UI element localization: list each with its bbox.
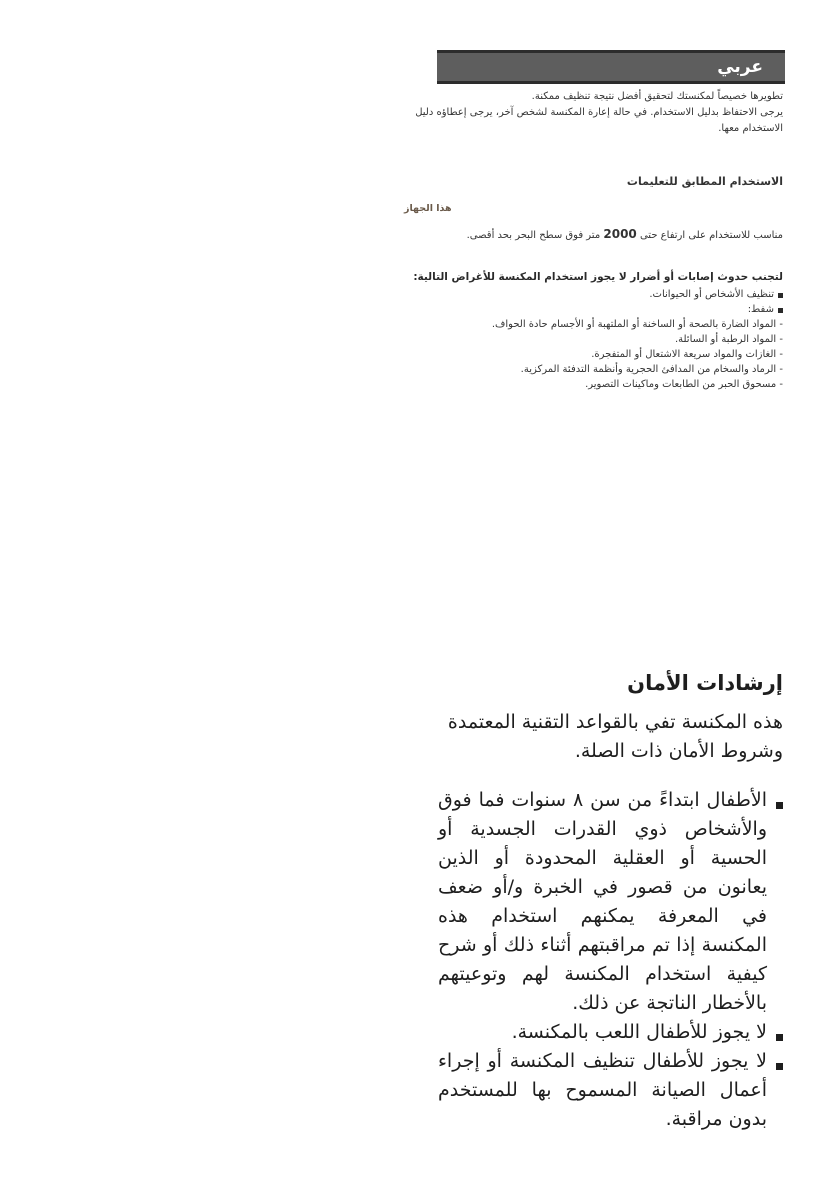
intended-use-heading: الاستخدام المطابق للتعليمات: [626, 175, 783, 188]
sub-list-item: [383, 332, 783, 347]
sub-list-item: [383, 377, 783, 392]
sub-list-item-text: - الرماد والسخام من المدافئ الحجرية وأنظمة التدفئة المركزية.: [520, 364, 783, 375]
list-item: [438, 1047, 783, 1134]
intro-paragraph: [383, 89, 783, 137]
list-item-text: لا يجوز للأطفال اللعب بالمكنسة.: [511, 1021, 767, 1043]
safety-intro: هذه المكنسة تفي بالقواعد التقنية المعتمدة وشروط الأمان ذات الصلة.: [447, 711, 783, 762]
square-bullet-icon: [778, 308, 783, 313]
device-label: هذا الجهاز: [404, 203, 452, 214]
language-label: عربي: [717, 57, 763, 77]
safety-list: [438, 786, 783, 1134]
square-bullet-icon: [776, 802, 783, 809]
altitude-suffix: متر فوق سطح البحر بحد أقصى.: [466, 230, 601, 241]
list-item: [438, 1018, 783, 1047]
sub-list-item-text: - مسحوق الحبر من الطابعات وماكينات التصوير.: [585, 379, 783, 390]
list-item-text: الأطفال ابتداءً من سن ٨ سنوات فما فوق والأشخاص ذوي القدرات الجسدية أو الحسية أو العقلية المحدودة أو الذين يعانون من قصور في الخبرة و/أو ضعف في المعرفة يمكنهم استخدام هذه المكنسة إذا تم مراقبتهم أثناء ذلك أو شرح كيفية استخدام المكنسة لهم وتوعيتهم بالأخطار الناتجة عن ذلك.: [438, 789, 767, 1014]
sub-list-item-text: - المواد الضارة بالصحة أو الساخنة أو الملتهبة أو الأجسام حادة الحواف.: [491, 319, 783, 330]
square-bullet-icon: [776, 1034, 783, 1041]
list-item: [383, 302, 783, 317]
language-header-bar: [437, 50, 785, 84]
altitude-prefix: مناسب للاستخدام على ارتفاع حتى: [639, 230, 783, 241]
list-item-text: شفط:: [747, 304, 774, 315]
avoid-heading: لتجنب حدوث إصابات أو أضرار لا يجوز استخدام المكنسة للأغراض التالية:: [413, 271, 783, 283]
altitude-statement: [467, 227, 783, 241]
list-item: [438, 786, 783, 1018]
sub-list-item: [383, 347, 783, 362]
square-bullet-icon: [778, 293, 783, 298]
list-item-text: تنظيف الأشخاص أو الحيوانات.: [649, 289, 774, 300]
list-item-text: لا يجوز للأطفال تنظيف المكنسة أو إجراء أعمال الصيانة المسموح بها للمستخدم بدون مراقبة.: [438, 1050, 767, 1130]
sub-list-item-text: - المواد الرطبة أو السائلة.: [674, 334, 783, 345]
sub-list-item: [383, 317, 783, 332]
intro-line: تطويرها خصيصاً لمكنستك لتحقيق أفضل نتيجة تنظيف ممكنة.: [531, 91, 783, 102]
intro-line: يرجى الاحتفاظ بدليل الاستخدام. في حالة إعارة المكنسة لشخص آخر، يرجى إعطاؤه دليل الاستخدام معها.: [415, 107, 783, 134]
list-item: [383, 287, 783, 302]
safety-heading: إرشادات الأمان: [627, 671, 783, 695]
sub-list-item-text: - الغازات والمواد سريعة الاشتعال أو المتفجرة.: [591, 349, 783, 360]
avoid-list: [383, 287, 783, 392]
altitude-value: 2000: [603, 227, 637, 241]
sub-list-item: [383, 362, 783, 377]
square-bullet-icon: [776, 1063, 783, 1070]
